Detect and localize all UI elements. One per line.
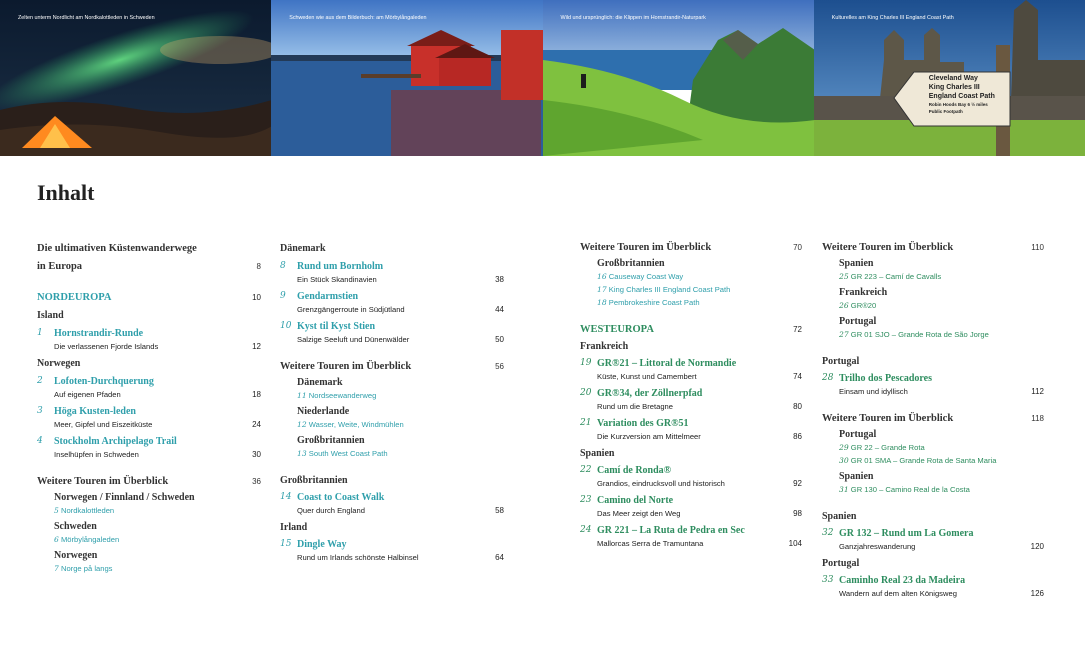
page-number: 50 bbox=[495, 335, 504, 344]
entry-subtitle: Grandios, eindrucksvoll und historisch bbox=[597, 479, 725, 488]
toc-column-3 bbox=[580, 240, 802, 549]
toc-more-overview[interactable] bbox=[822, 240, 1044, 255]
toc-more-overview[interactable] bbox=[580, 240, 802, 255]
item-number: 16 bbox=[597, 272, 607, 281]
entry-title: Höga Kusten-leden bbox=[54, 406, 136, 417]
toc-entry[interactable] bbox=[280, 537, 504, 563]
item-text: GR 22 – Grande Rota bbox=[850, 443, 925, 452]
toc-entry[interactable] bbox=[580, 416, 802, 442]
toc-entry[interactable] bbox=[580, 356, 802, 382]
entry-subtitle: Auf eigenen Pfaden bbox=[54, 390, 121, 399]
toc-region-nordeuropa[interactable] bbox=[37, 290, 261, 305]
entry-subtitle: Wandern auf dem alten Königsweg bbox=[839, 589, 957, 598]
item-number: 7 bbox=[54, 564, 59, 573]
item-text: Nordseewanderweg bbox=[308, 391, 377, 400]
more-item[interactable] bbox=[297, 390, 504, 401]
more-item[interactable] bbox=[839, 271, 1044, 282]
entry-number: 24 bbox=[580, 525, 592, 535]
country-heading: Irland bbox=[280, 522, 308, 533]
photo-strip bbox=[0, 0, 1085, 156]
item-text: Nordkalottleden bbox=[60, 506, 115, 515]
photo-signpost-abbey bbox=[814, 0, 1085, 156]
page-number: 56 bbox=[495, 362, 504, 371]
toc-entry[interactable] bbox=[580, 493, 802, 519]
entry-subtitle: Einsam und idyllisch bbox=[839, 387, 908, 396]
country-heading: Frankreich bbox=[580, 341, 629, 352]
item-number: 27 bbox=[839, 330, 849, 339]
page-number: 112 bbox=[1031, 387, 1044, 396]
item-text: GR 130 – Camino Real de la Costa bbox=[850, 485, 970, 494]
entry-subtitle: Inselhüpfen in Schweden bbox=[54, 450, 139, 459]
more-title: Weitere Touren im Überblick bbox=[822, 242, 954, 253]
page-number: 18 bbox=[252, 390, 261, 399]
entry-number: 23 bbox=[580, 495, 592, 505]
entry-number: 2 bbox=[37, 376, 43, 386]
entry-number: 21 bbox=[580, 418, 592, 428]
page-title: Inhalt bbox=[37, 180, 95, 205]
more-item[interactable] bbox=[54, 563, 261, 574]
entry-title: Camí de Ronda® bbox=[597, 465, 672, 476]
toc-entry[interactable] bbox=[280, 490, 504, 516]
entry-number: 8 bbox=[280, 261, 286, 271]
page-number: 98 bbox=[793, 509, 802, 518]
region-name: WESTEUROPA bbox=[580, 324, 654, 335]
entry-title: Dingle Way bbox=[297, 539, 347, 550]
photo-northern-lights-tent bbox=[0, 0, 271, 156]
more-item[interactable] bbox=[597, 284, 802, 295]
toc-entry[interactable] bbox=[822, 573, 1044, 599]
country-heading: Großbritannien bbox=[297, 435, 365, 446]
item-text: GR®20 bbox=[850, 301, 877, 310]
entry-title: Variation des GR®51 bbox=[597, 418, 689, 429]
item-number: 26 bbox=[839, 301, 849, 310]
country-heading: Portugal bbox=[822, 558, 860, 569]
entry-title: Camino del Norte bbox=[597, 495, 674, 506]
item-number: 5 bbox=[54, 506, 59, 515]
country-heading: Norwegen bbox=[37, 358, 81, 369]
toc-intro-cont bbox=[37, 258, 261, 276]
toc-entry[interactable] bbox=[580, 463, 802, 489]
page-number: 64 bbox=[495, 553, 504, 562]
toc-entry[interactable] bbox=[37, 434, 261, 460]
country-heading: Niederlande bbox=[297, 406, 350, 417]
entry-subtitle: Die verlassenen Fjorde Islands bbox=[54, 342, 159, 351]
entry-title: Trilho dos Pescadores bbox=[839, 373, 932, 384]
country-heading: Portugal bbox=[839, 429, 877, 440]
entry-number: 14 bbox=[280, 492, 292, 502]
toc-intro-line2: in Europa bbox=[37, 261, 83, 272]
more-title: Weitere Touren im Überblick bbox=[280, 361, 412, 372]
entry-number: 15 bbox=[280, 539, 292, 549]
toc-entry[interactable] bbox=[580, 523, 802, 549]
toc-entry[interactable] bbox=[822, 526, 1044, 552]
entry-title: Lofoten-Durchquerung bbox=[54, 376, 154, 387]
more-item[interactable] bbox=[297, 448, 504, 459]
signpost-line: Public Footpath bbox=[928, 109, 963, 114]
country-heading: Spanien bbox=[580, 448, 615, 459]
region-name: NORDEUROPA bbox=[37, 292, 112, 303]
country-heading: Frankreich bbox=[839, 287, 888, 298]
item-number: 30 bbox=[839, 456, 849, 465]
entry-number: 33 bbox=[822, 575, 834, 585]
entry-subtitle: Quer durch England bbox=[297, 506, 365, 515]
item-text: Mörbylångaleden bbox=[60, 535, 120, 544]
entry-title: Rund um Bornholm bbox=[297, 261, 384, 272]
entry-number: 32 bbox=[822, 528, 834, 538]
entry-number: 19 bbox=[580, 358, 592, 368]
toc-entry[interactable] bbox=[580, 386, 802, 412]
toc-entry[interactable] bbox=[37, 404, 261, 430]
entry-number: 10 bbox=[280, 321, 292, 331]
item-text: Norge på langs bbox=[60, 564, 113, 573]
country-heading: Großbritannien bbox=[280, 475, 348, 486]
entry-number: 3 bbox=[37, 406, 43, 416]
item-number: 31 bbox=[839, 485, 849, 494]
toc-column-2 bbox=[280, 240, 504, 563]
entry-subtitle: Grenzgängerroute in Südjütland bbox=[297, 305, 405, 314]
entry-subtitle: Mallorcas Serra de Tramuntana bbox=[597, 539, 704, 548]
entry-number: 4 bbox=[37, 436, 43, 446]
country-heading: Norwegen bbox=[54, 550, 98, 561]
country-heading: Portugal bbox=[822, 356, 860, 367]
entry-subtitle: Das Meer zeigt den Weg bbox=[597, 509, 681, 518]
entry-title: GR 132 – Rund um La Gomera bbox=[839, 528, 974, 539]
country-heading: Großbritannien bbox=[597, 258, 665, 269]
toc-more-overview[interactable] bbox=[37, 474, 261, 489]
item-number: 6 bbox=[54, 535, 59, 544]
entry-title: GR®21 – Littoral de Normandie bbox=[597, 358, 737, 369]
more-list bbox=[37, 491, 261, 574]
page-number: 80 bbox=[793, 402, 802, 411]
page-number: 72 bbox=[793, 325, 802, 334]
signpost-line: England Coast Path bbox=[928, 93, 995, 100]
signpost bbox=[929, 74, 1011, 115]
more-item[interactable] bbox=[839, 442, 1044, 453]
toc-intro[interactable] bbox=[37, 240, 261, 258]
item-text: GR 01 SJO – Grande Rota de São Jorge bbox=[850, 330, 989, 339]
toc-more-overview[interactable] bbox=[822, 411, 1044, 426]
entry-subtitle: Ganzjahreswanderung bbox=[839, 542, 916, 551]
entry-subtitle: Rund um die Bretagne bbox=[597, 402, 673, 411]
entry-subtitle: Die Kurzversion am Mittelmeer bbox=[597, 432, 701, 441]
page-number: 36 bbox=[252, 477, 261, 486]
more-list bbox=[280, 376, 504, 459]
more-title: Weitere Touren im Überblick bbox=[580, 242, 712, 253]
photo-caption: Kulturelles am King Charles III England Coast Path bbox=[831, 15, 954, 21]
more-item[interactable] bbox=[839, 484, 1044, 495]
entry-title: Stockholm Archipelago Trail bbox=[54, 436, 177, 447]
toc-region-westeuropa[interactable] bbox=[580, 322, 802, 337]
country-heading: Spanien bbox=[839, 258, 874, 269]
page-number: 110 bbox=[1031, 243, 1044, 252]
more-list bbox=[580, 257, 802, 308]
page-number: 38 bbox=[495, 275, 504, 284]
country-heading: Norwegen / Finnland / Schweden bbox=[54, 492, 195, 503]
entry-number: 22 bbox=[580, 465, 592, 475]
item-number: 11 bbox=[297, 391, 307, 400]
toc-entry[interactable] bbox=[280, 289, 504, 315]
photo-caption: Schweden wie aus dem Bilderbuch: am Mörbylångaleden bbox=[289, 15, 427, 21]
item-number: 29 bbox=[839, 443, 849, 452]
more-item[interactable] bbox=[839, 455, 1044, 466]
entry-title: GR 221 – La Ruta de Pedra en Sec bbox=[597, 525, 745, 536]
more-item[interactable] bbox=[54, 534, 261, 545]
more-item[interactable] bbox=[597, 271, 802, 282]
page-number: 120 bbox=[1030, 542, 1044, 551]
toc-entry[interactable] bbox=[37, 374, 261, 400]
entry-number: 20 bbox=[580, 388, 592, 398]
item-text: South West Coast Path bbox=[308, 449, 388, 458]
signpost-line: Cleveland Way bbox=[928, 75, 978, 82]
more-list bbox=[822, 257, 1044, 340]
entry-subtitle: Salzige Seeluft und Dünenwälder bbox=[297, 335, 410, 344]
item-text: King Charles III England Coast Path bbox=[608, 285, 731, 294]
entry-title: Kyst til Kyst Stien bbox=[297, 321, 376, 332]
toc-entry[interactable] bbox=[37, 326, 261, 352]
photo-caption: Wild und ursprünglich: die Klippen im Hornstrandir-Naturpark bbox=[560, 15, 706, 21]
photo-cliffs bbox=[543, 0, 814, 156]
item-text: Wasser, Weite, Windmühlen bbox=[308, 420, 404, 429]
item-number: 25 bbox=[839, 272, 849, 281]
page-number: 10 bbox=[252, 293, 261, 302]
entry-title: Coast to Coast Walk bbox=[297, 492, 385, 503]
item-number: 12 bbox=[297, 420, 307, 429]
item-text: GR 01 SMA – Grande Rota de Santa Maria bbox=[850, 456, 997, 465]
entry-subtitle: Küste, Kunst und Camembert bbox=[597, 372, 697, 381]
country-heading: Spanien bbox=[822, 511, 857, 522]
more-item[interactable] bbox=[297, 419, 504, 430]
signpost-line: King Charles III bbox=[928, 84, 980, 91]
toc-intro-line1: Die ultimativen Küstenwanderwege bbox=[37, 243, 197, 254]
country-heading: Dänemark bbox=[280, 243, 326, 254]
page-number: 30 bbox=[252, 450, 261, 459]
more-title: Weitere Touren im Überblick bbox=[37, 476, 169, 487]
more-list bbox=[822, 428, 1044, 495]
toc-entry[interactable] bbox=[280, 259, 504, 285]
country-heading: Dänemark bbox=[297, 377, 343, 388]
entry-number: 1 bbox=[37, 328, 43, 338]
country-heading: Schweden bbox=[54, 521, 97, 532]
more-item[interactable] bbox=[839, 329, 1044, 340]
toc-entry[interactable] bbox=[280, 319, 504, 345]
entry-number: 9 bbox=[280, 291, 286, 301]
item-text: GR 223 – Camí de Cavalls bbox=[850, 272, 942, 281]
more-item[interactable] bbox=[597, 297, 802, 308]
item-text: Causeway Coast Way bbox=[608, 272, 684, 281]
toc-entry[interactable] bbox=[822, 371, 1044, 397]
page-number: 44 bbox=[495, 305, 504, 314]
toc-more-overview[interactable] bbox=[280, 359, 504, 374]
page-number: 24 bbox=[252, 420, 261, 429]
page-number: 70 bbox=[793, 243, 802, 252]
entry-title: Gendarmstien bbox=[297, 291, 359, 302]
entry-subtitle: Meer, Gipfel und Eiszeitküste bbox=[54, 420, 153, 429]
page-number: 104 bbox=[788, 539, 802, 548]
entry-title: Hornstrandir-Runde bbox=[54, 328, 144, 339]
page-number: 86 bbox=[793, 432, 802, 441]
entry-subtitle: Ein Stück Skandinavien bbox=[297, 275, 377, 284]
page-number: 58 bbox=[495, 506, 504, 515]
more-title: Weitere Touren im Überblick bbox=[822, 413, 954, 424]
entry-subtitle: Rund um Irlands schönste Halbinsel bbox=[297, 553, 419, 562]
item-number: 17 bbox=[597, 285, 607, 294]
more-item[interactable] bbox=[839, 300, 1044, 311]
photo-red-houses bbox=[271, 0, 542, 156]
item-number: 18 bbox=[597, 298, 607, 307]
entry-number: 28 bbox=[822, 373, 834, 383]
country-heading: Portugal bbox=[839, 316, 877, 327]
more-item[interactable] bbox=[54, 505, 261, 516]
photo-caption: Zelten unterm Nordlicht am Nordkalottleden in Schweden bbox=[18, 15, 155, 21]
page-number: 126 bbox=[1030, 589, 1044, 598]
page-number: 8 bbox=[256, 262, 261, 271]
page-number: 118 bbox=[1031, 414, 1044, 423]
country-heading: Spanien bbox=[839, 471, 874, 482]
entry-title: Caminho Real 23 da Madeira bbox=[839, 575, 966, 586]
country-heading: Island bbox=[37, 310, 64, 321]
toc-column-4 bbox=[822, 240, 1044, 599]
page-number: 12 bbox=[252, 342, 261, 351]
page-number: 74 bbox=[793, 372, 802, 381]
page-number: 92 bbox=[793, 479, 802, 488]
entry-title: GR®34, der Zöllnerpfad bbox=[597, 388, 703, 399]
item-text: Pembrokeshire Coast Path bbox=[608, 298, 700, 307]
signpost-line: Robin Hoods Bay 6 ½ miles bbox=[928, 102, 988, 107]
toc-column-1 bbox=[37, 240, 261, 574]
item-number: 13 bbox=[297, 449, 307, 458]
